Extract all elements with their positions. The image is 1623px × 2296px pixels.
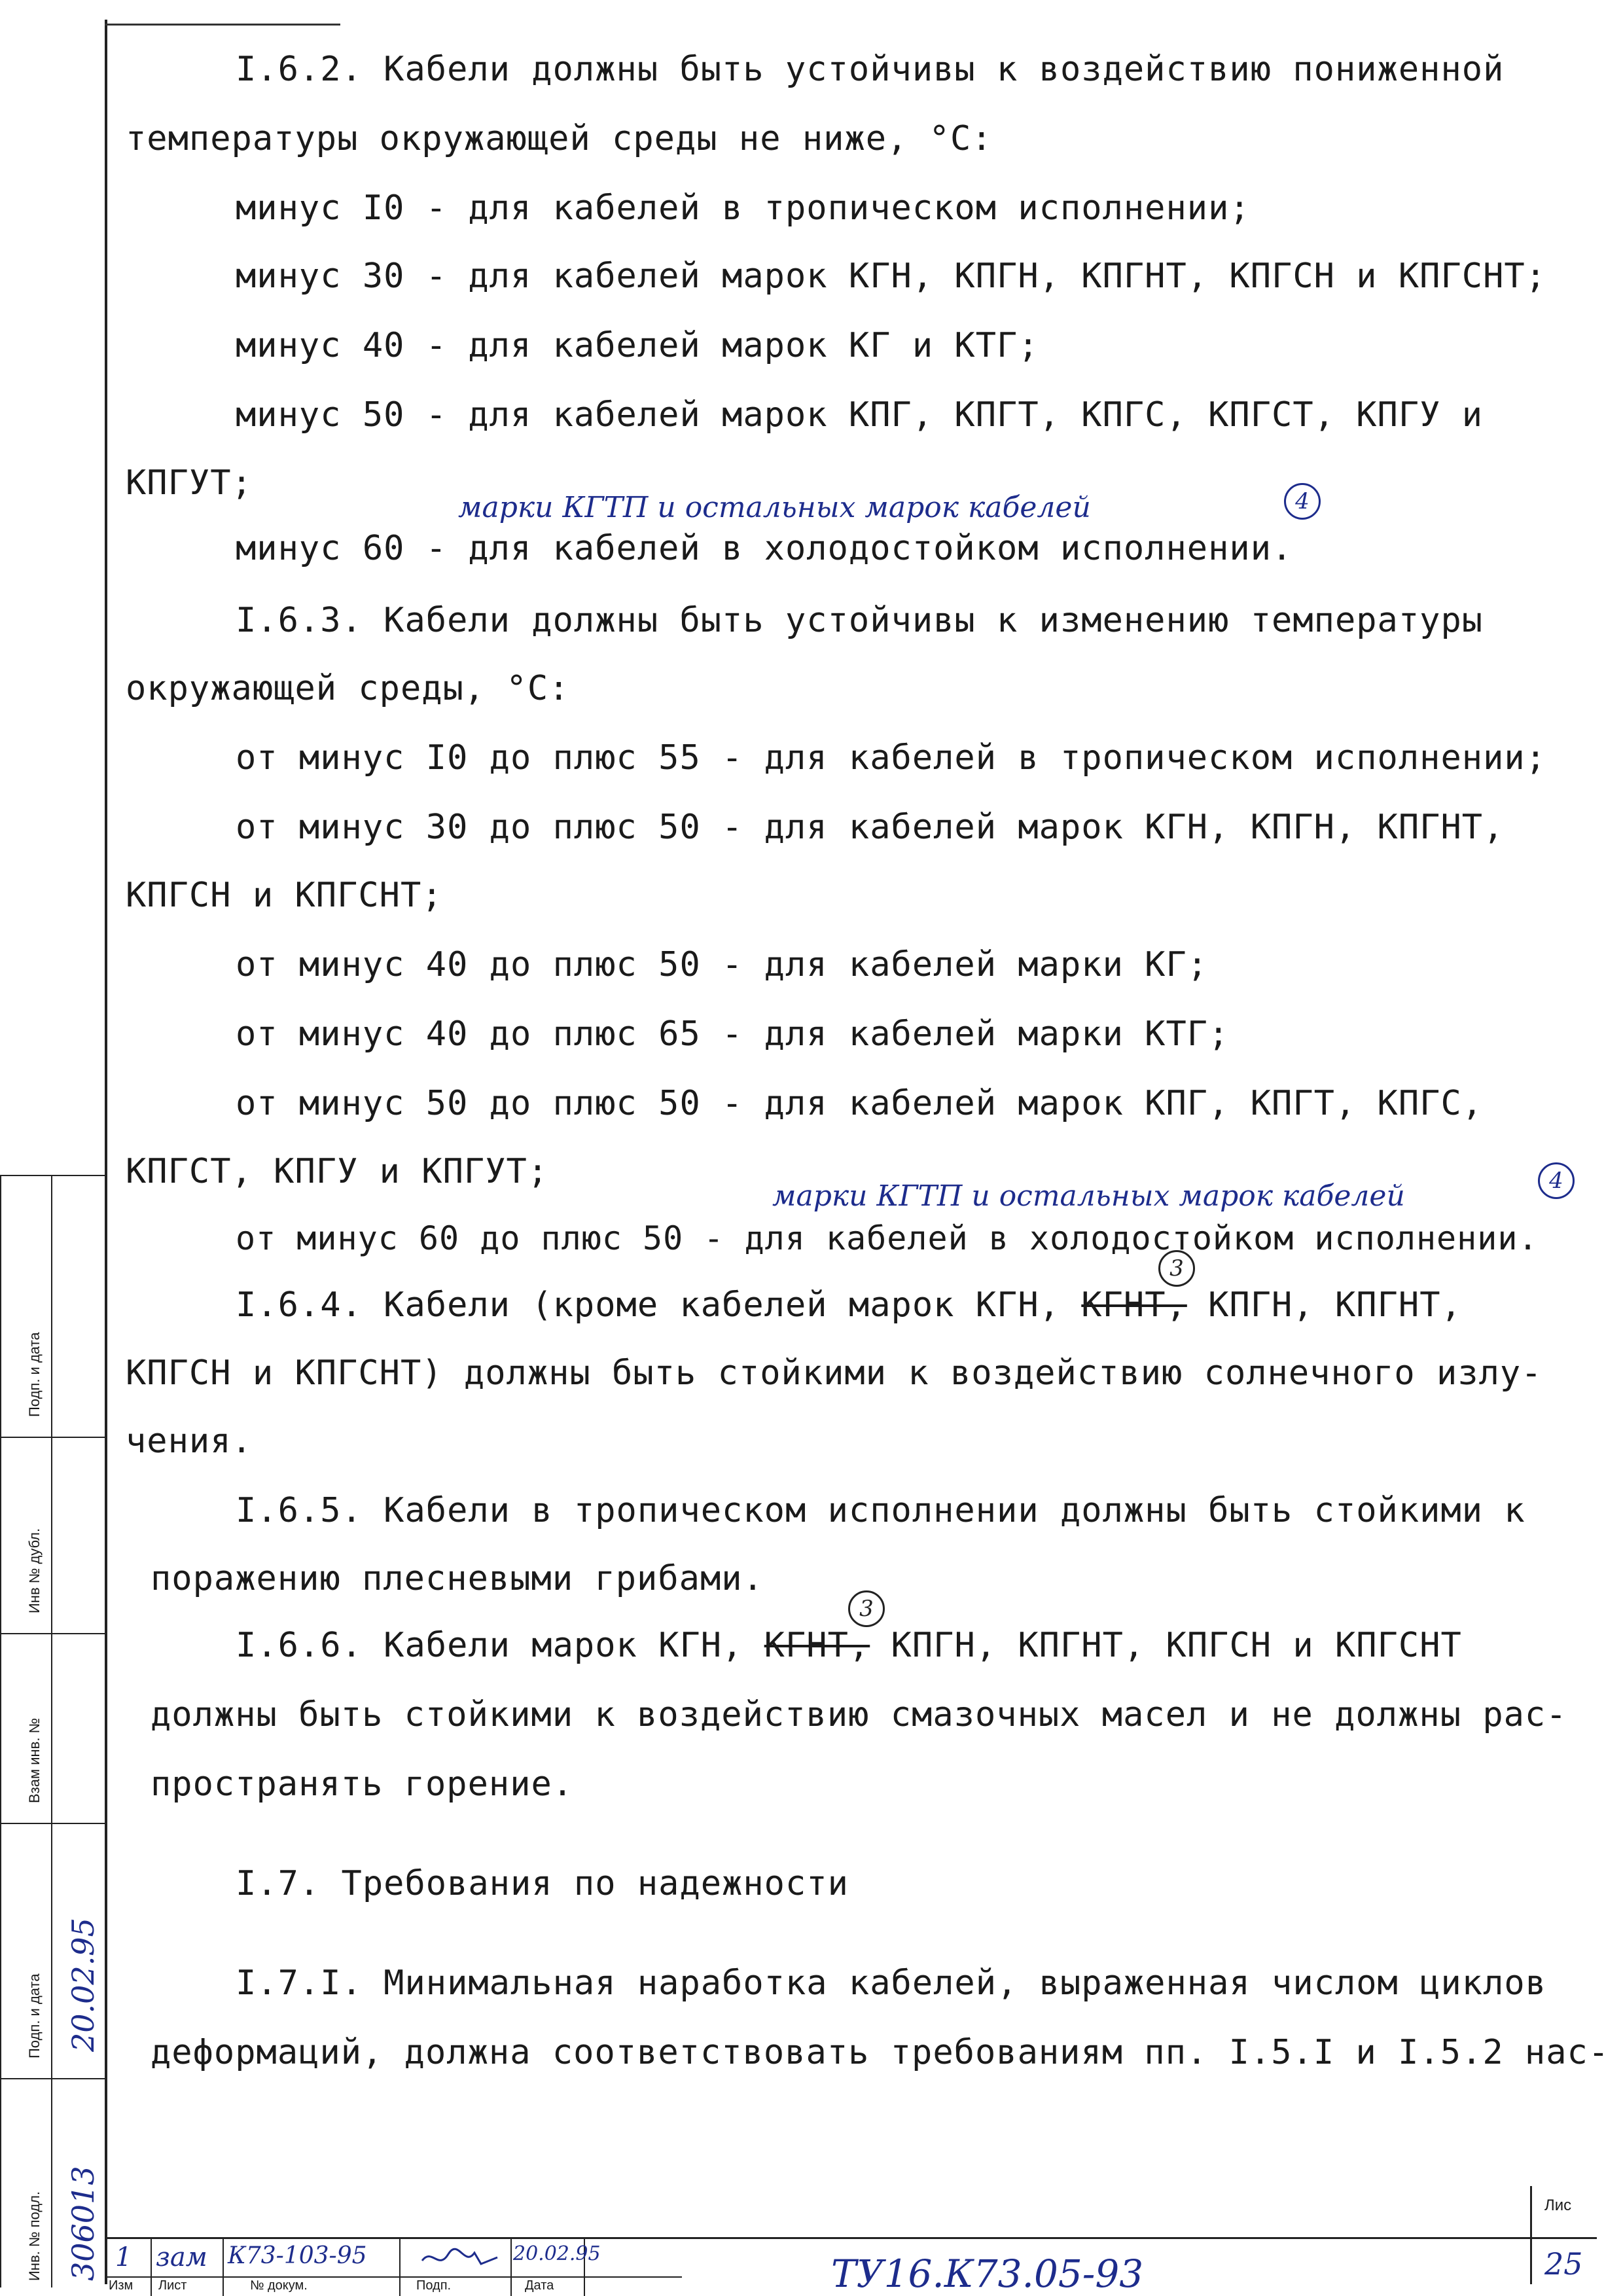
text-line: должны быть стойкими к воздействию смазочных масел и не должны рас- — [151, 1695, 1567, 1734]
text-line-part: КПГН, КПГНТ, — [1208, 1285, 1462, 1325]
sheet-number: 25 — [1544, 2246, 1583, 2282]
stamp-label: Инв № дубл. — [26, 1528, 43, 1613]
text-line-part: I.6.4. Кабели (кроме кабелей марок КГН, — [236, 1285, 1060, 1325]
text-line: I.6.3. Кабели должны быть устойчивы к изменению температуры — [236, 601, 1484, 640]
text-line: I.6.5. Кабели в тропическом исполнении должны быть стойкими к — [236, 1491, 1525, 1530]
degree-unit: °С: — [506, 669, 570, 708]
stamp-sign-date: 20.02.95 — [65, 1918, 101, 2052]
change-number: 1 — [115, 2242, 132, 2272]
text-line: поражению плесневыми грибами. — [151, 1559, 764, 1598]
text-line: от минус 40 до плюс 50 - для кабелей марки КГ; — [236, 945, 1209, 984]
text-line-part: КПГН, КПГНТ, КПГСН и КПГСНТ — [891, 1626, 1462, 1665]
text-line — [126, 669, 569, 708]
text-line: от минус 60 до плюс 50 - для кабелей в холодостойком исполнении. — [236, 1219, 1539, 1257]
text-line — [236, 1626, 1462, 1665]
sheet-label: Лис — [1544, 2197, 1572, 2214]
title-block-cell — [152, 2238, 224, 2296]
sheet-field: зам — [156, 2242, 207, 2272]
section-heading: I.7. Требования по надежности — [236, 1864, 849, 1903]
caption: Дата — [525, 2278, 554, 2293]
stamp-divider — [0, 2078, 105, 2079]
stamp-divider — [0, 1633, 105, 1634]
text-line-part: температуры окружающей среды не ниже, — [126, 119, 908, 158]
left-stamp-column — [0, 1175, 105, 2287]
signature-scribble — [419, 2241, 504, 2274]
document-code: ТУ16.К73.05-93 — [831, 2251, 1144, 2296]
text-line: I.7.I. Минимальная наработка кабелей, выраженная числом циклов — [236, 1964, 1547, 2003]
text-line: от минус 30 до плюс 50 - для кабелей марок КГН, КПГН, КПГНТ, — [236, 808, 1505, 847]
title-block-cell — [512, 2238, 601, 2296]
stamp-inv-number: 306013 — [65, 2166, 101, 2281]
stamp-label: Подп. и дата — [26, 1973, 43, 2058]
caption: Лист — [158, 2278, 187, 2293]
title-block — [106, 2238, 1530, 2296]
text-line-part: I.6.6. Кабели марок КГН, — [236, 1626, 743, 1665]
degree-unit: °С: — [929, 119, 993, 158]
text-line — [236, 1285, 1462, 1325]
stamp-label: Взам инв. № — [26, 1717, 43, 1803]
stamp-label: Подп. и дата — [26, 1332, 43, 1417]
text-line: минус 40 - для кабелей марок КГ и КТГ; — [236, 326, 1039, 365]
change-mark-circle: 3 — [1158, 1250, 1195, 1287]
caption: Изм — [109, 2278, 134, 2293]
text-line: минус 60 - для кабелей в холодостойком исполнении. — [236, 529, 1293, 568]
text-line: КПГСН и КПГСНТ) должны быть стойкими к воздействию солнечного излу- — [126, 1354, 1543, 1393]
text-line: от минус I0 до плюс 55 - для кабелей в тропическом исполнении; — [236, 738, 1547, 778]
stamp-label: Инв. № подл. — [26, 2191, 43, 2281]
text-line: от минус 40 до плюс 65 - для кабелей марки КТГ; — [236, 1014, 1230, 1054]
stamp-divider — [51, 1175, 52, 2287]
change-mark-circle: 4 — [1284, 483, 1321, 520]
caption: Подп. — [416, 2278, 452, 2293]
text-line: I.6.2. Кабели должны быть устойчивы к воздействию пониженной — [236, 50, 1505, 89]
change-mark-circle: 3 — [848, 1590, 885, 1627]
stamp-divider — [0, 1175, 105, 1176]
text-line: минус 50 - для кабелей марок КПГ, КПГТ, КПГС, КПГСТ, КПГУ и — [236, 395, 1484, 435]
doc-number: К73-103-95 — [228, 2242, 367, 2269]
stamp-divider — [0, 1823, 105, 1824]
title-block-cell — [224, 2238, 401, 2296]
handwritten-insert: марки КГТП и остальных марок кабелей — [772, 1179, 1405, 1213]
text-line: минус I0 - для кабелей в тропическом исполнении; — [236, 188, 1251, 228]
text-line: КПГСТ, КПГУ и КПГУТ; — [126, 1152, 549, 1191]
text-line: чения. — [126, 1422, 253, 1461]
text-line — [126, 119, 993, 158]
stamp-divider — [0, 1437, 105, 1438]
caption: № докум. — [250, 2278, 308, 2293]
date-field: 20.02.95 — [513, 2242, 601, 2265]
handwritten-insert: марки КГТП и остальных марок кабелей — [458, 491, 1091, 524]
text-line-part: окружающей среды, — [126, 669, 486, 708]
text-line: от минус 50 до плюс 50 - для кабелей марок КПГ, КПГТ, КПГС, — [236, 1084, 1484, 1123]
text-line: пространять горение. — [151, 1765, 574, 1804]
text-line: КПГУТ; — [126, 463, 253, 503]
change-mark-circle: 4 — [1538, 1162, 1575, 1199]
text-line: КПГСН и КПГСНТ; — [126, 876, 443, 915]
text-line: минус 30 - для кабелей марок КГН, КПГН, КПГНТ, КПГСН и КПГСНТ; — [236, 257, 1547, 296]
title-block-cell — [106, 2238, 152, 2296]
frame-right-border — [1530, 2186, 1532, 2284]
struck-text: КГНТ, — [1081, 1285, 1187, 1325]
text-line: деформаций, должна соответствовать требованиям пп. I.5.I и I.5.2 нас- — [151, 2033, 1610, 2072]
struck-text: КГНТ, — [764, 1626, 870, 1665]
stamp-divider — [0, 1175, 1, 2287]
